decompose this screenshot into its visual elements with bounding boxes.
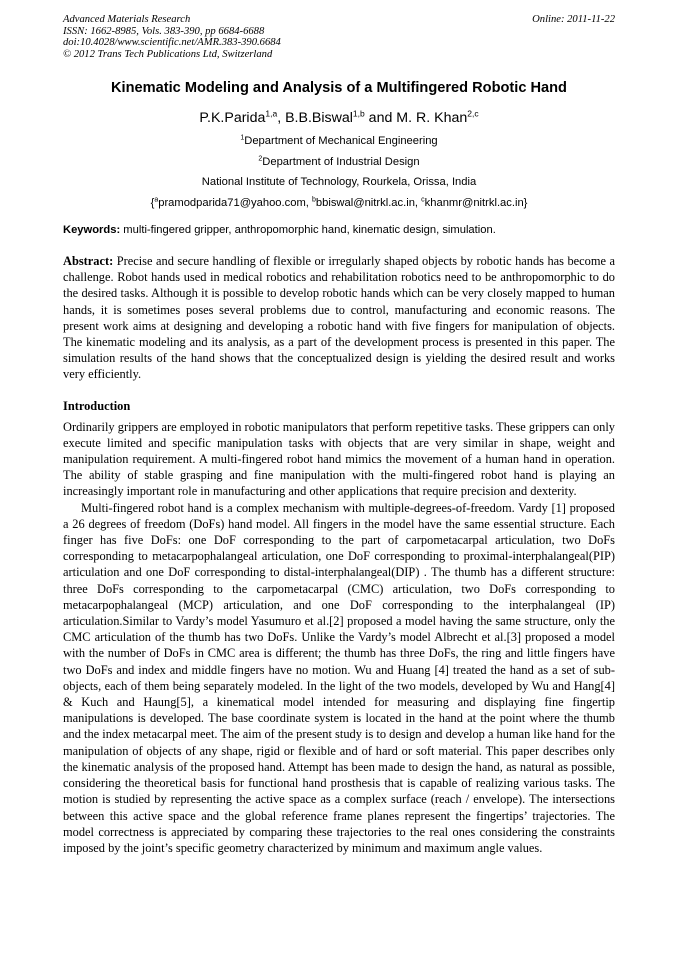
affiliation-2 [63, 152, 615, 173]
doi-line: doi:10.4028/www.scientific.net/AMR.383-390.6684 [63, 37, 281, 49]
institute: National Institute of Technology, Rourkela, Orissa, India [201, 176, 477, 188]
email-marker: a [154, 195, 159, 203]
author-superscript: 2,c [467, 108, 479, 119]
affiliation-1 [63, 131, 615, 152]
email-line: {$^a$pramodparida71@yahoo.com, $^b$bbiswal@nitrkl.ac.in, $^c$khanmr@nitrkl.ac.in} [150, 195, 528, 209]
journal-header [63, 14, 615, 64]
author-separator: , [277, 110, 286, 126]
section-heading-introduction: Introduction [63, 398, 131, 413]
abstract-text: Precise and secure handling of flexible or irregularly shaped objects by robotic hands has become a challenge. Robot hands used in medical robotics and rehabilitation robotics need to be anthropomorphic to do the desired tasks. Although it is possible to develop robotic hands which can be very closely mapped to human hands, it is sometimes poses several problems due to control, manufacturing and economic reasons. The present work aims at designing and developing a robotic hand with five fingers for manipulation of objects. The kinematic modeling and its analysis, as a part of the development process is presented in this paper. The simulation results of the hand shows that the conceptualized design is yielding the desired result and works very efficiently. [63, 254, 615, 382]
issn-line: ISSN: 1662-8985, Vols. 383-390, pp 6684-6688 [63, 25, 265, 37]
keywords-text: multi-fingered gripper, anthropomorphic hand, kinematic design, simulation. [120, 224, 496, 236]
affiliation-text: Department of Industrial Design [262, 155, 420, 168]
author-name: P.K.Parida [199, 110, 266, 126]
keywords-label: Keywords: [63, 224, 121, 236]
email-address[interactable]: pramodparida71@yahoo.com, [158, 196, 312, 209]
abstract [63, 253, 615, 383]
affiliation-marker: 1 [240, 134, 245, 142]
email-marker: b [312, 195, 316, 203]
author-separator: and [364, 110, 397, 126]
author-name: B.B.Biswal [285, 110, 353, 126]
journal-name: Advanced Materials Research [63, 14, 191, 25]
affiliation-text: Department of Mechanical Engineering [244, 135, 438, 147]
author-list [63, 109, 615, 127]
email-address[interactable]: khanmr@nitrkl.ac.in} [424, 196, 528, 209]
intro-paragraph-1: Ordinarily grippers are employed in robotic manipulators that perform repetitive tasks. These grippers can only execute limited and specific manipulation tasks with objects that are very similar in shape, weight and manipulation requirement. A multi-fingered robot hand mimics the movement of a human hand in operation. The ability of stable grasping and fine manipulation with the multi-fingered robot hand is playing an increasingly important role in manufacturing and other applications that require precision and dexterity. [63, 419, 615, 499]
intro-paragraph-2: Multi-fingered robot hand is a complex mechanism with multiple-degrees-of-freedom. Vardy [1] proposed a 26 degrees of freedom (DoFs) hand model. All fingers in the model have the same essential structure. Each finger has five DoFs: one DoF corresponding to the part of carpometacarpal articulation, two DoFs corresponding to metacarpophalangeal articulation, one DoF corresponding to proximal-interphalangeal(PIP) articulation and one DoF corresponding to distal-interphalangeal(DIP) . The thumb has a different structure: three DoFs corresponding to the carpometacarpal (CMC) articulation, two DoFs corresponding to metacarpophalangeal (MCP) articulation, and one DoF corresponding to the interphalangeal (IP) articulation.Similar to Vardy’s model Yasumuro et al.[2] proposed a model having the same structure, only the CMC articulation of the thumb has two DoFs. Unlike the Vardy’s model Albrecht et al.[3] proposed a model with the number of DoFs in CMC area is different; the thumb has three DoFs, the ring and little fingers have two DoFs and index and middle fingers have no motion. Wu and Huang [4] treated the hand as a set of sub-objects, each of them being separately modeled. In the light of the two models, developed by Wu and Hang[4] & Kuch and Haung[5], a kinematical model intended for measuring and displaying fine fingertip manipulations is developed. The base coordinate system is located in the hand at the point where the thumb and the index metacarpal meet. The aim of the present study is to design and develop a human like hand for the manipulation of objects of any shape, rigid or flexible and of hard or soft material. This paper describes only the kinematic analysis of the proposed hand. Attempt has been made to design the hand, as natural as possible, considering the theoretical basis for functional hand prosthesis that is capable of realizing various tasks. The motion is studied by representing the active space as a complex surface (reach / envelope). The intersections between this active space and the global reference frame planes represent the fingertips’ trajectories. The model correctness is appreciated by comparing these trajectories to the real ones considering the constraints imposed by the joint’s specific geometry characterized by minimum and maximum angle values. [63, 500, 615, 855]
author-superscript: 1,a [265, 108, 278, 119]
affiliations [63, 131, 615, 213]
email-marker: c [421, 195, 425, 203]
email-address[interactable]: bbiswal@nitrkl.ac.in, [315, 196, 422, 209]
online-date: Online: 2011-11-22 [532, 14, 615, 25]
abstract-label: Abstract: [63, 254, 114, 268]
author-superscript: 1,b [352, 108, 365, 119]
author-name: M. R. Khan [396, 110, 468, 126]
affiliation-marker: 2 [258, 154, 263, 162]
paper-title: Kinematic Modeling and Analysis of a Multifingered Robotic Hand [111, 80, 567, 96]
keywords [63, 223, 615, 237]
copyright-line: © 2012 Trans Tech Publications Ltd, Switzerland [63, 48, 273, 60]
